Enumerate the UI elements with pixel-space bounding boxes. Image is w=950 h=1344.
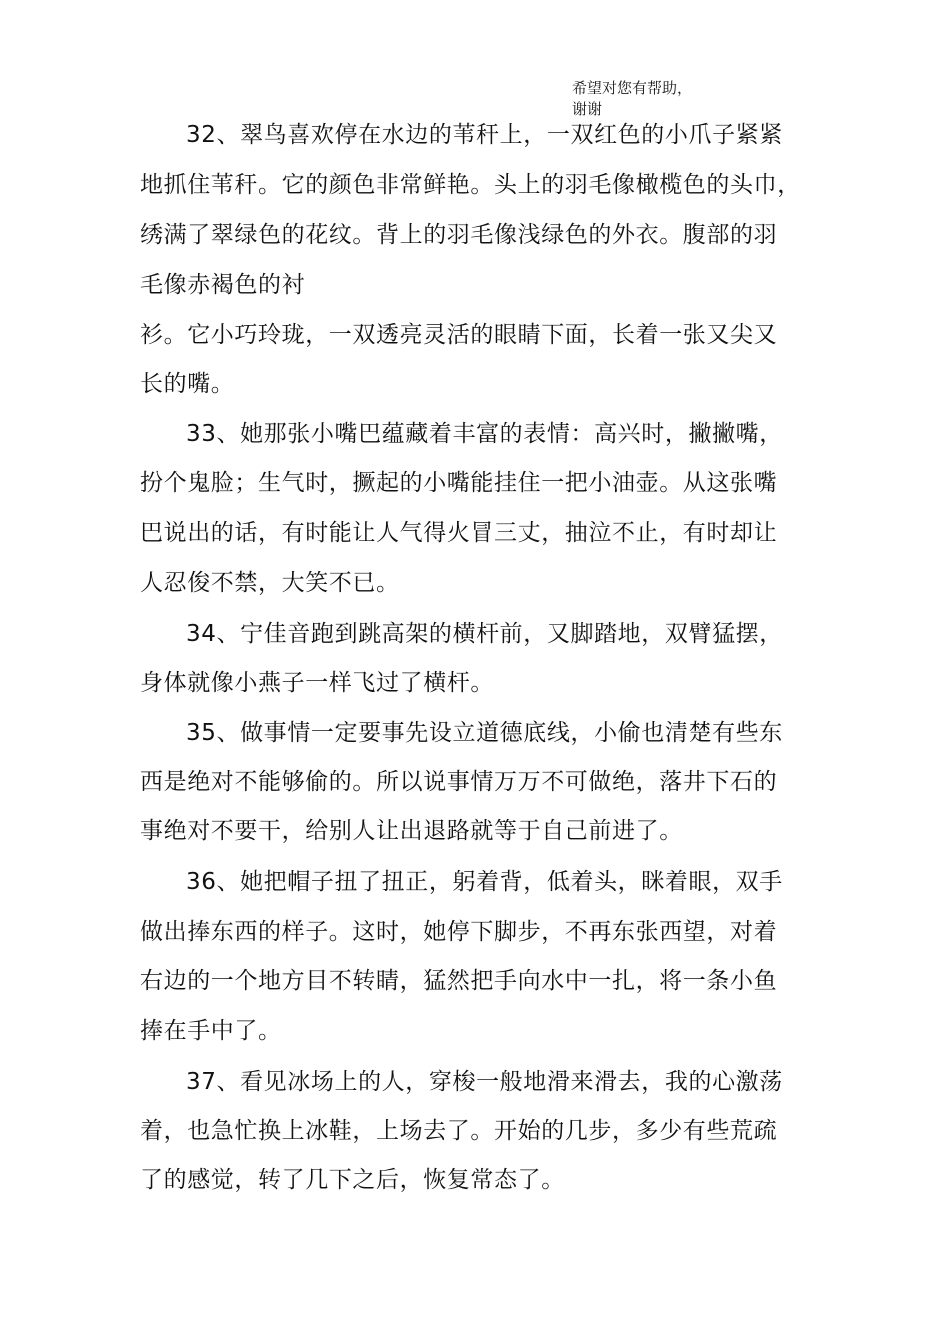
text-line: 右边的一个地方目不转睛，猛然把手向水中一扎，将一条小鱼 [140, 968, 778, 994]
text-line: 事绝对不要干，给别人让出退路就等于自己前进了。 [140, 818, 683, 844]
header-note-line-2: 谢谢 [572, 100, 603, 118]
text-line: 35、做事情一定要事先设立道德底线，小偷也清楚有些东 [186, 720, 783, 746]
text-line: 着，也急忙换上冰鞋，上场去了。开始的几步，多少有些荒疏 [140, 1118, 778, 1144]
header-note [572, 78, 772, 120]
text-line: 32、翠鸟喜欢停在水边的苇秆上，一双红色的小爪子紧紧 [186, 122, 783, 148]
text-line: 36、她把帽子扭了扭正，躬着背，低着头，眯着眼，双手 [186, 869, 783, 895]
text-line: 毛像赤褐色的衬 [140, 272, 306, 298]
text-line: 捧在手中了。 [140, 1018, 282, 1044]
text-line: 扮个鬼脸；生气时，撅起的小嘴能挂住一把小油壶。从这张嘴 [140, 470, 778, 496]
text-line: 地抓住苇秆。它的颜色非常鲜艳。头上的羽毛像橄榄色的头巾， [140, 172, 801, 198]
text-line: 33、她那张小嘴巴蕴藏着丰富的表情：高兴时，撇撇嘴， [186, 421, 783, 447]
text-line: 人忍俊不禁，大笑不已。 [140, 570, 400, 596]
header-note-line-1: 希望对您有帮助， [572, 79, 693, 97]
text-line: 了的感觉，转了几下之后，恢复常态了。 [140, 1167, 565, 1193]
text-line: 巴说出的话，有时能让人气得火冒三丈，抽泣不止，有时却让 [140, 520, 778, 546]
text-line: 37、看见冰场上的人，穿梭一般地滑来滑去，我的心激荡 [186, 1069, 783, 1095]
text-line: 34、宁佳音跑到跳高架的横杆前，又脚踏地，双臂猛摆， [186, 621, 783, 647]
text-line: 西是绝对不能够偷的。所以说事情万万不可做绝，落井下石的 [140, 769, 778, 795]
text-line: 绣满了翠绿色的花纹。背上的羽毛像浅绿色的外衣。腹部的羽 [140, 222, 778, 248]
text-line: 身体就像小燕子一样飞过了横杆。 [140, 670, 494, 696]
text-line: 衫。它小巧玲珑，一双透亮灵活的眼睛下面，长着一张又尖又 [140, 322, 778, 348]
text-line: 长的嘴。 [140, 371, 235, 397]
text-line: 做出捧东西的样子。这时，她停下脚步，不再东张西望，对着 [140, 919, 778, 945]
